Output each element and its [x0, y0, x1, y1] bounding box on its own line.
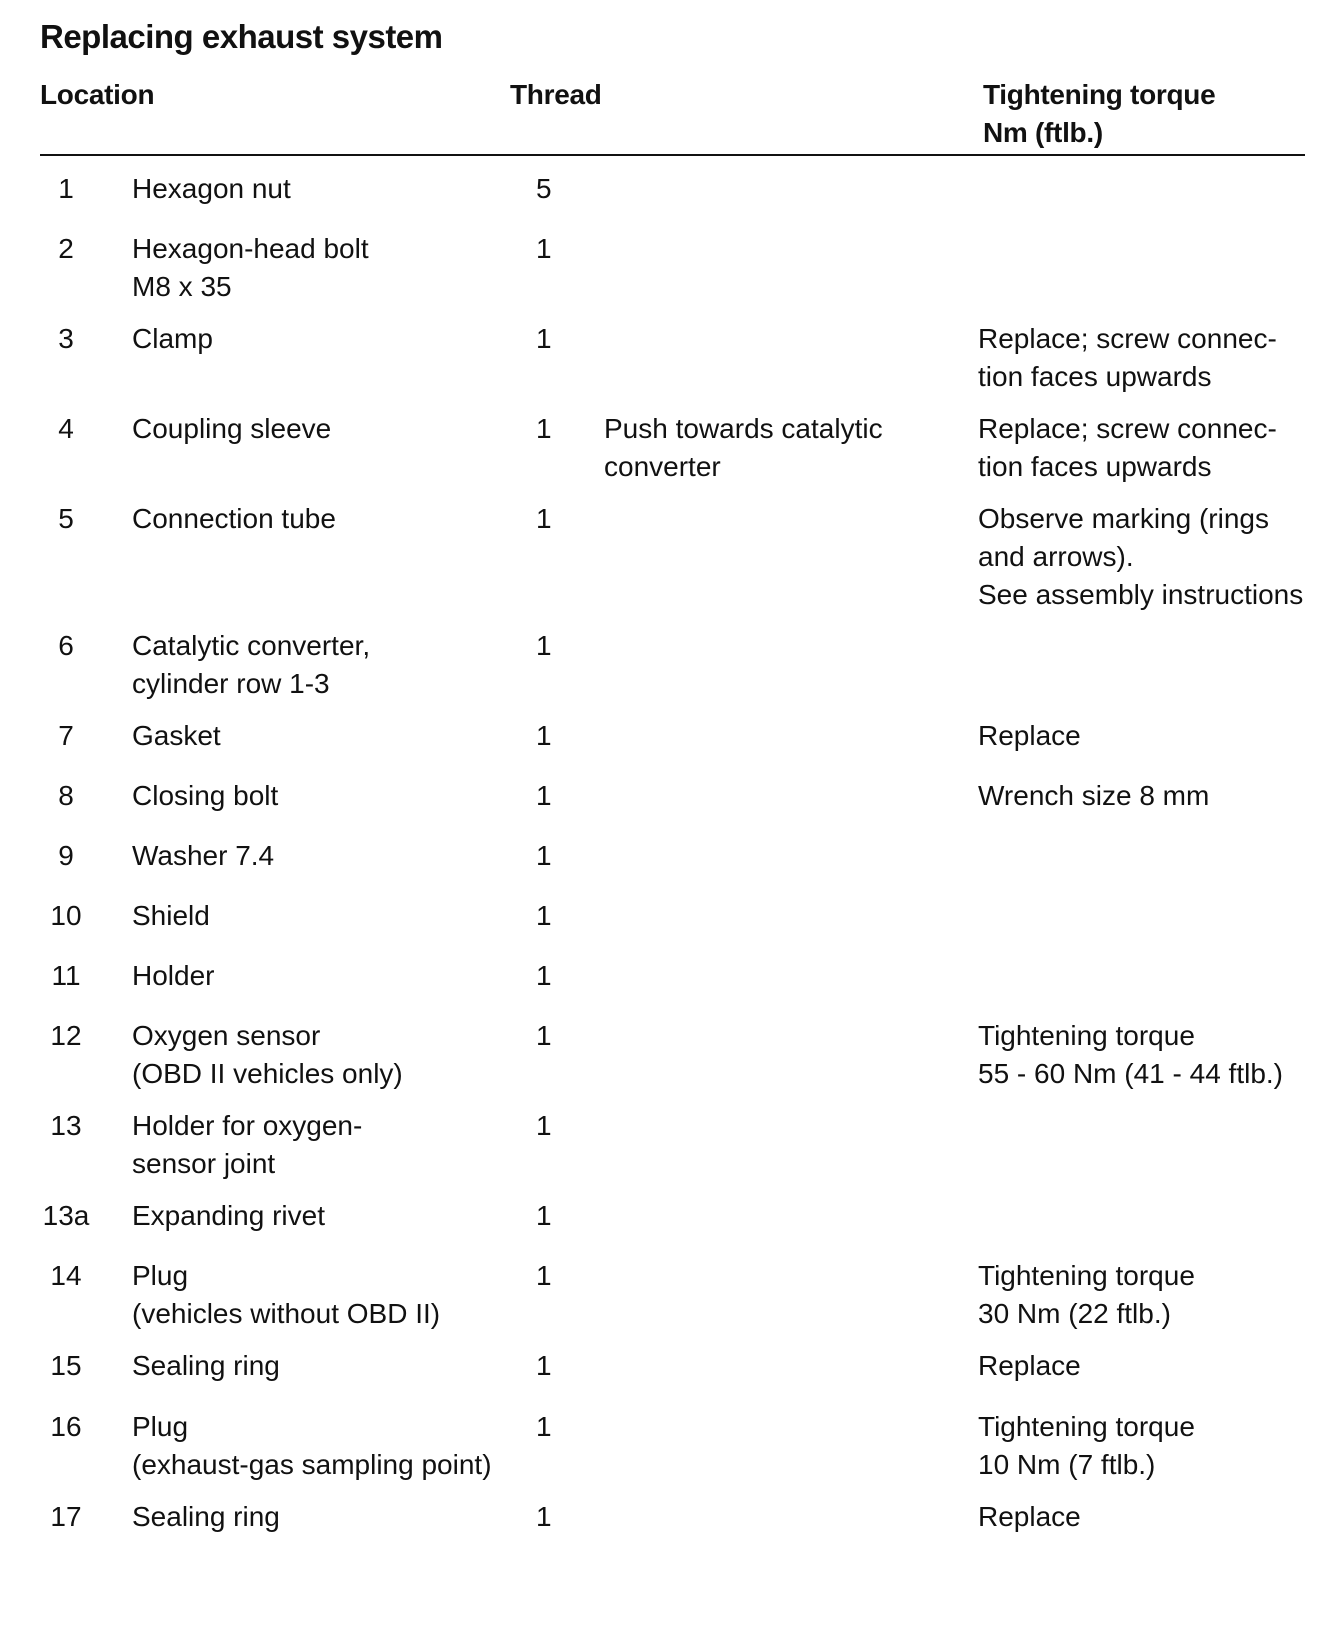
column-header-thread: Thread	[510, 79, 602, 110]
part-name: Closing bolt	[132, 780, 279, 811]
part-name: Oxygen sensor (OBD II vehicles only)	[132, 1020, 403, 1089]
part-quantity: 1	[536, 233, 552, 264]
part-note: Push towards catalytic converter	[604, 413, 883, 482]
part-torque: Tightening torque 55 - 60 Nm (41 - 44 ftlb.)	[978, 1020, 1284, 1089]
part-name: Holder for oxygen- sensor joint	[132, 1110, 363, 1179]
part-torque: Replace	[978, 1350, 1081, 1381]
row-number: 11	[51, 960, 81, 991]
row-number: 7	[58, 720, 74, 751]
row-number: 3	[58, 323, 74, 354]
part-torque: Replace	[978, 720, 1081, 751]
row-number: 6	[58, 630, 74, 661]
part-quantity: 1	[536, 1501, 552, 1532]
part-name: Coupling sleeve	[132, 413, 332, 444]
part-quantity: 1	[536, 720, 552, 751]
row-number: 16	[50, 1411, 82, 1442]
part-torque: Tightening torque 30 Nm (22 ftlb.)	[978, 1260, 1195, 1329]
row-number: 5	[58, 503, 74, 534]
row-number: 13a	[42, 1200, 90, 1231]
row-number: 13	[50, 1110, 82, 1141]
part-name: Shield	[132, 900, 210, 931]
row-number: 12	[50, 1020, 82, 1051]
part-torque: Replace	[978, 1501, 1081, 1532]
part-torque: Wrench size 8 mm	[978, 780, 1210, 811]
part-quantity: 1	[536, 1200, 552, 1231]
part-name: Connection tube	[132, 503, 336, 534]
part-name: Sealing ring	[132, 1350, 280, 1381]
part-name: Plug (exhaust-gas sampling point)	[132, 1411, 492, 1480]
part-quantity: 1	[536, 1020, 552, 1051]
part-quantity: 1	[536, 323, 552, 354]
part-quantity: 5	[536, 173, 552, 204]
part-name: Sealing ring	[132, 1501, 280, 1532]
row-number: 10	[50, 900, 82, 931]
part-name: Gasket	[132, 720, 221, 751]
row-number: 1	[58, 173, 74, 204]
row-number: 9	[58, 840, 74, 871]
part-torque: Replace; screw connec- tion faces upwards	[978, 413, 1277, 482]
part-quantity: 1	[536, 503, 552, 534]
part-quantity: 1	[536, 960, 552, 991]
row-number: 17	[50, 1501, 82, 1532]
part-quantity: 1	[536, 630, 552, 661]
part-name: Catalytic converter, cylinder row 1-3	[132, 630, 371, 699]
row-number: 4	[58, 413, 74, 444]
row-number: 15	[50, 1350, 82, 1381]
part-name: Expanding rivet	[132, 1200, 326, 1231]
page-title: Replacing exhaust system	[40, 18, 443, 55]
part-name: Hexagon nut	[132, 173, 291, 204]
part-name: Plug (vehicles without OBD II)	[132, 1260, 441, 1329]
part-name: Washer 7.4	[132, 840, 275, 871]
part-torque: Tightening torque 10 Nm (7 ftlb.)	[978, 1411, 1195, 1480]
row-number: 14	[50, 1260, 82, 1291]
part-quantity: 1	[536, 840, 552, 871]
part-quantity: 1	[536, 1411, 552, 1442]
row-number: 8	[58, 780, 74, 811]
column-header-location: Location	[40, 79, 155, 110]
part-name: Holder	[132, 960, 215, 991]
part-quantity: 1	[536, 1110, 552, 1141]
part-name: Clamp	[132, 323, 213, 354]
part-torque: Observe marking (rings and arrows). See assembly instructions	[978, 503, 1304, 610]
part-quantity: 1	[536, 900, 552, 931]
part-quantity: 1	[536, 780, 552, 811]
row-number: 2	[58, 233, 74, 264]
column-header-torque: Tightening torque Nm (ftlb.)	[983, 79, 1216, 148]
header-divider	[40, 154, 1305, 156]
part-quantity: 1	[536, 1350, 552, 1381]
part-quantity: 1	[536, 413, 552, 444]
part-name: Hexagon-head bolt M8 x 35	[132, 233, 369, 302]
part-torque: Replace; screw connec- tion faces upwards	[978, 323, 1277, 392]
part-quantity: 1	[536, 1260, 552, 1291]
